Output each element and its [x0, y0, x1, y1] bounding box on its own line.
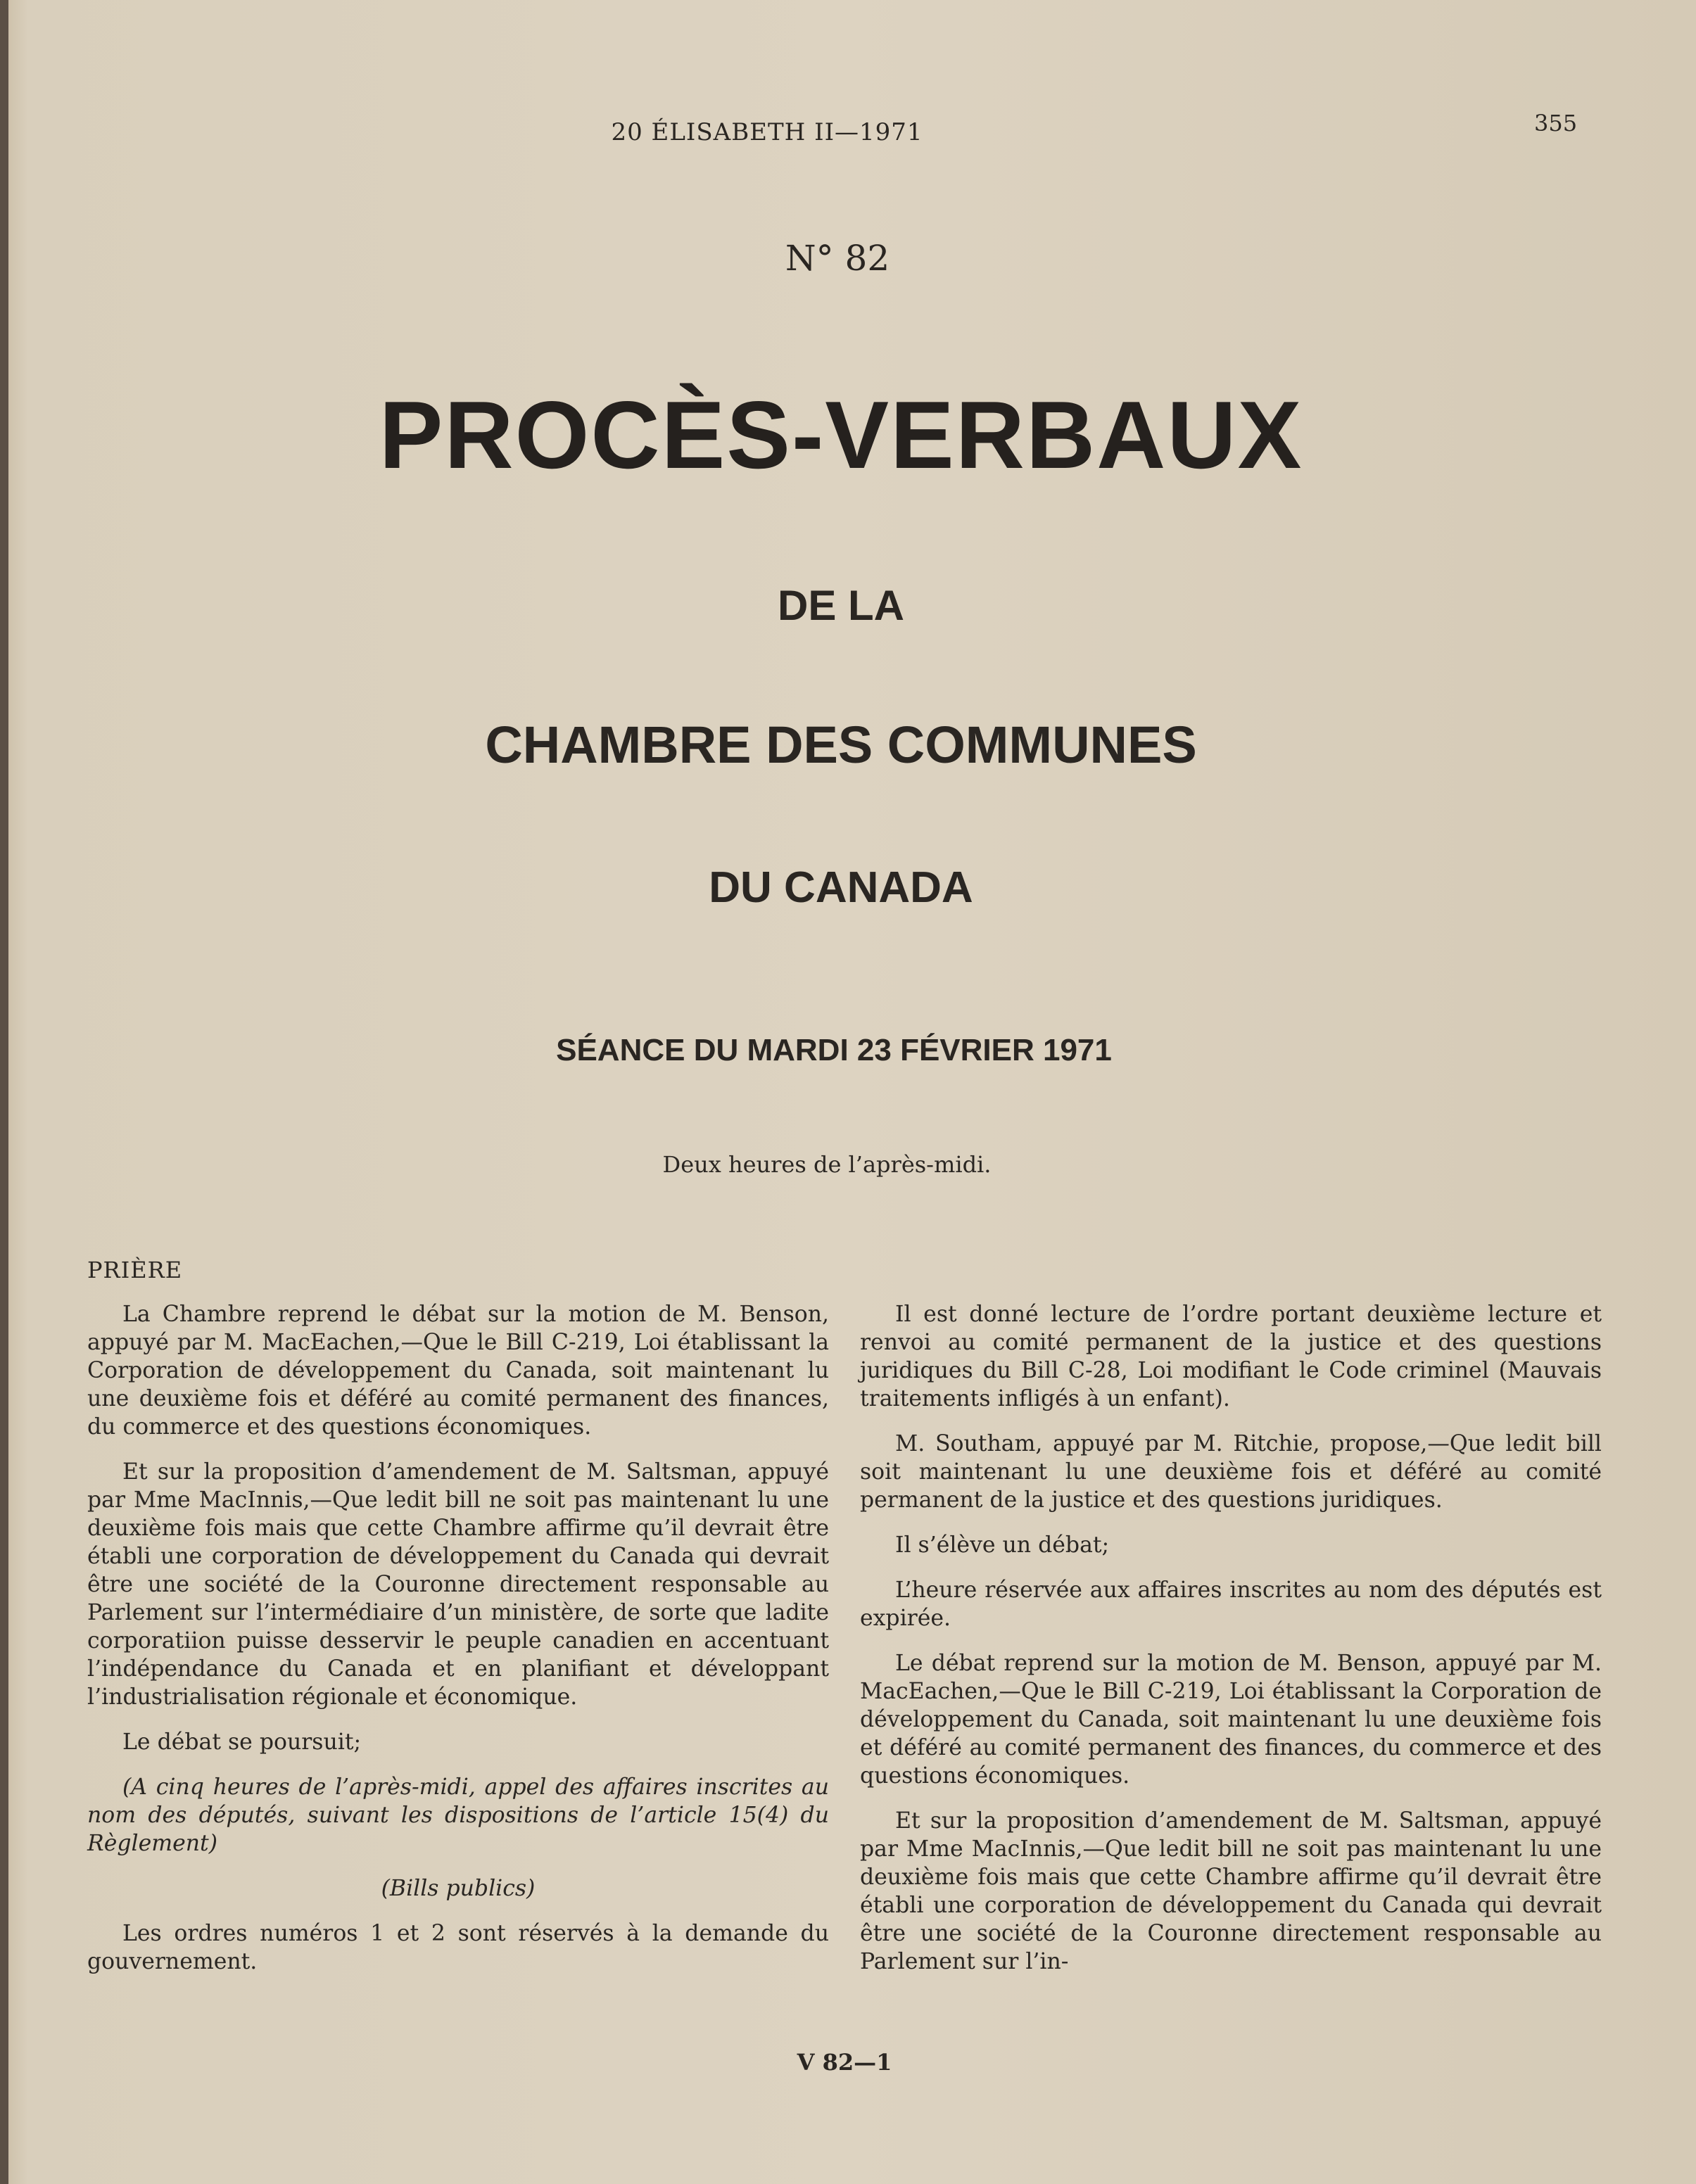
- paragraph: Et sur la proposition d’amendement de M. Saltsman, appuyé par Mme MacInnis,—Que ledit bill ne soit pas maintenant lu une deuxième fois mais que cette Chambre affirme qu’il devrait être établi une corporation de développement du Canada qui devrait être une société de la Couronne directement responsable au Parlement sur l’in-: [860, 1808, 1602, 1974]
- session-time: Deux heures de l’après-midi.: [662, 1151, 992, 1178]
- section-heading-bills: (Bills publics): [381, 1876, 536, 1901]
- binding-edge: [0, 0, 8, 2184]
- running-head: 20 ÉLISABETH II—1971: [611, 118, 923, 146]
- prayer-heading: PRIÈRE: [87, 1257, 183, 1283]
- paragraph: M. Southam, appuyé par M. Ritchie, propose,—Que ledit bill soit maintenant lu une deuxième fois et déféré au comité permanent de la justice et des questions juridiques.: [860, 1431, 1602, 1513]
- paragraph: Le débat se poursuit;: [122, 1729, 362, 1755]
- paragraph: Les ordres numéros 1 et 2 sont réservés à la demande du gouvernement.: [87, 1921, 829, 1974]
- session-heading: SÉANCE DU MARDI 23 FÉVRIER 1971: [556, 1033, 1112, 1067]
- paragraph-italic: (A cinq heures de l’après-midi, appel des affaires inscrites au nom des députés, suivant les dispositions de l’article 15(4) du Règlement): [87, 1775, 829, 1856]
- paragraph: Il s’élève un débat;: [895, 1532, 1110, 1558]
- left-column: [87, 1300, 829, 1993]
- right-column: [860, 1300, 1602, 1993]
- title-line-canada: DU CANADA: [709, 863, 973, 912]
- paragraph: Le débat reprend sur la motion de M. Benson, appuyé par M. MacEachen,—Que le Bill C-219, Loi établissant la Corporation de développement du Canada, soit maintenant lu une deuxième fois et déféré au comité permanent des finances, du commerce et des questions économiques.: [860, 1651, 1602, 1789]
- title-line-chambre: CHAMBRE DES COMMUNES: [485, 716, 1197, 774]
- page-title: PROCÈS-VERBAUX: [379, 381, 1303, 488]
- page-number: 355: [1534, 110, 1578, 136]
- paragraph: Il est donné lecture de l’ordre portant deuxième lecture et renvoi au comité permanent de la justice et des questions juridiques du Bill C-28, Loi modifiant le Code criminel (Mauvais traitements infligés à un enfant).: [860, 1302, 1602, 1411]
- signature-mark: V 82—1: [797, 2049, 892, 2076]
- title-line-de-la: DE LA: [778, 582, 904, 629]
- paragraph: Et sur la proposition d’amendement de M. Saltsman, appuyé par Mme MacInnis,—Que ledit bill ne soit pas maintenant lu une deuxième fois mais que cette Chambre affirme qu’il devrait être établi une corporation de développement du Canada qui devrait être une société de la Couronne directement responsable au Parlement sur l’intermédiaire d’un ministère, de sorte que ladite corporatiion puisse desservir le peuple canadien en accentuant l’indépendance du Canada et en planifiant et développant l’industrialisation régionale et économique.: [87, 1459, 829, 1710]
- issue-number: N° 82: [785, 238, 890, 279]
- paragraph: L’heure réservée aux affaires inscrites au nom des députés est expirée.: [860, 1577, 1602, 1631]
- paragraph: La Chambre reprend le débat sur la motion de M. Benson, appuyé par M. MacEachen,—Que le Bill C-219, Loi établissant la Corporation de développement du Canada, soit maintenant lu une deuxième fois et déféré au comité permanent des finances, du commerce et des questions économiques.: [87, 1302, 829, 1440]
